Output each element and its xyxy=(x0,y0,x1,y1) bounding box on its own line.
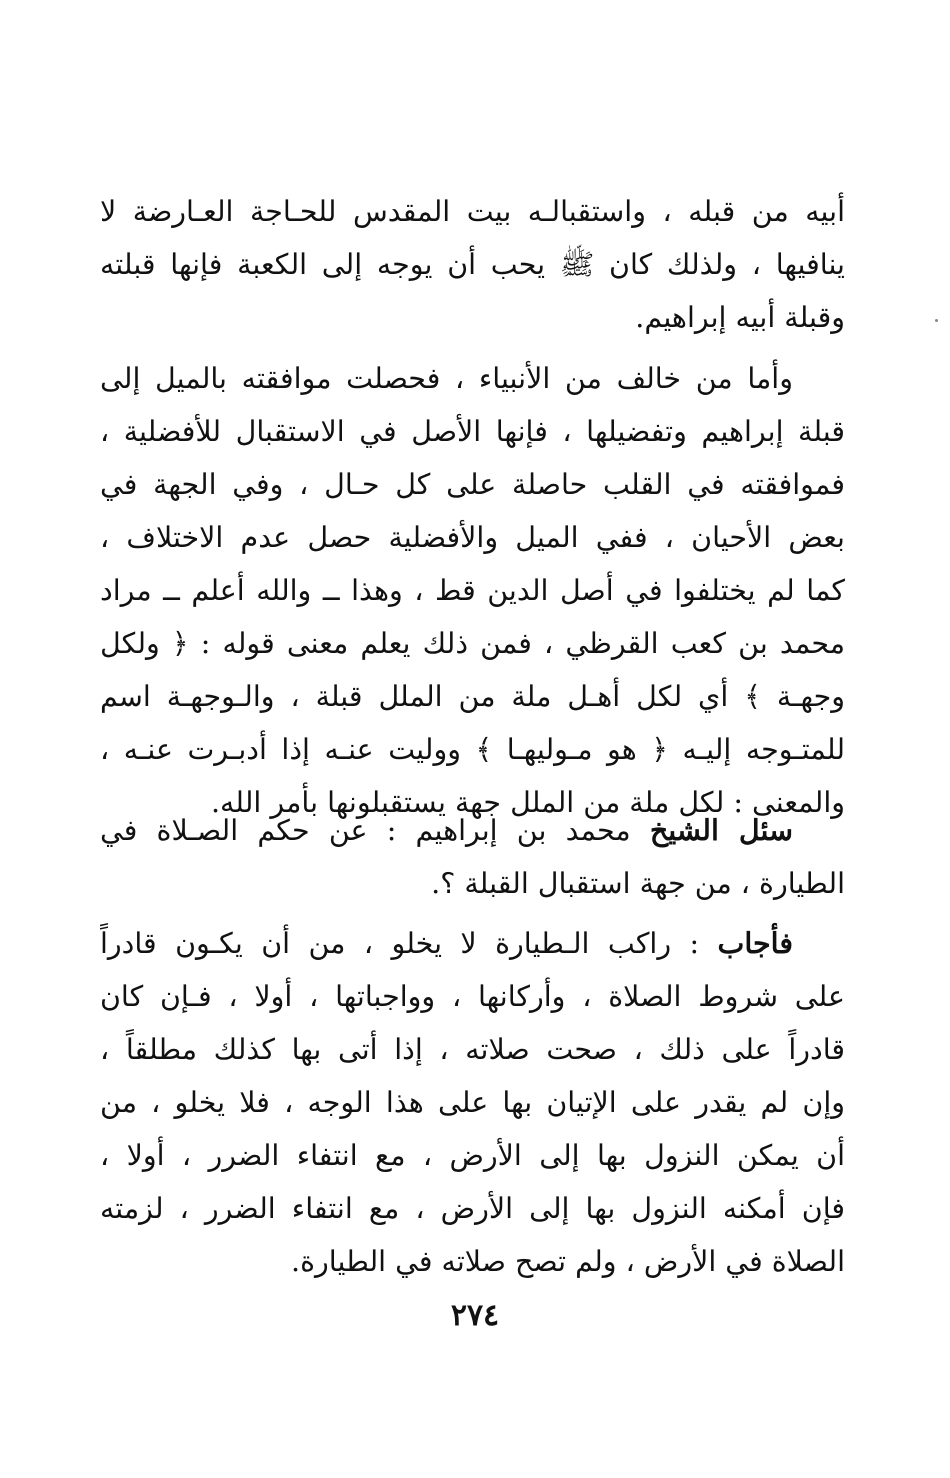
text-line: وقبلة أبيه إبراهيم. xyxy=(635,301,845,334)
text-line: الصلاة في الأرض ، ولم تصح صلاته في الطيارة. xyxy=(291,1245,845,1278)
text-line: على شروط الصلاة ، وأركانها ، وواجباتها ، أولا ، فـإن كان xyxy=(100,980,845,1013)
text-line: قبلة إبراهيم وتفضيلها ، فإنها الأصل في الاستقبال للأفضلية ، xyxy=(100,415,845,448)
margin-speck xyxy=(935,319,938,322)
text-line: الطيارة ، من جهة استقبال القبلة ؟. xyxy=(431,867,845,900)
text-line: كما لم يختلفوا في أصل الدين قط ، وهذا ــ والله أعلم ــ مراد xyxy=(100,574,845,607)
text-line: بعض الأحيان ، ففي الميل والأفضلية حصل عدم الاختلاف ، xyxy=(100,521,845,554)
paragraph-2 xyxy=(100,352,845,829)
question-lead: سئل الشيخ xyxy=(649,813,793,847)
question-paragraph xyxy=(100,804,845,910)
text-line xyxy=(100,804,845,857)
text-line: والمعنى : لكل ملة من الملل جهة يستقبلونها بأمر الله. xyxy=(210,786,845,819)
paragraph-1 xyxy=(100,185,845,344)
text-line: قادراً على ذلك ، صحت صلاته ، إذا أتى بها كذلك مطلقاً ، xyxy=(100,1033,845,1066)
text-line-rest: محمد بن إبراهيم : عن حكم الصـلاة في xyxy=(100,814,650,847)
answer-paragraph xyxy=(100,917,845,1288)
text-line: وجهـة ﴾ أي لكل أهـل ملة من الملل قبلة ، والـوجهـة اسم xyxy=(100,680,845,713)
text-line: أن يمكن النزول بها إلى الأرض ، مع انتفاء الضرر ، أولا ، xyxy=(100,1139,845,1172)
page-number: ٢٧٤ xyxy=(450,1298,500,1333)
text-line xyxy=(100,917,845,970)
text-line: أبيه من قبله ، واستقبالـه بيت المقدس للحـاجة العـارضة لا xyxy=(100,195,845,228)
text-line: وإن لم يقدر على الإتيان بها على هذا الوجه ، فلا يخلو ، من xyxy=(100,1086,845,1119)
text-line: للمتـوجه إليـه ﴿ هو مـوليهـا ﴾ ووليت عنـه إذا أدبـرت عنـه ، xyxy=(100,733,845,766)
text-line-rest: : راكب الـطيارة لا يخلو ، من أن يكـون قادراً xyxy=(100,927,718,960)
text-line: فموافقته في القلب حاصلة على كل حـال ، وفي الجهة في xyxy=(100,468,845,501)
text-line: وأما من خالف من الأنبياء ، فحصلت موافقته بالميل إلى xyxy=(100,362,793,395)
text-line: فإن أمكنه النزول بها إلى الأرض ، مع انتفاء الضرر ، لزمته xyxy=(100,1192,845,1225)
text-line: ينافيها ، ولذلك كان ﷺ يحب أن يوجه إلى الكعبة فإنها قبلته xyxy=(100,248,845,281)
answer-lead: فأجاب xyxy=(717,926,793,960)
text-line: محمد بن كعب القرظي ، فمن ذلك يعلم معنى قوله : ﴿ ولكل xyxy=(100,627,845,660)
